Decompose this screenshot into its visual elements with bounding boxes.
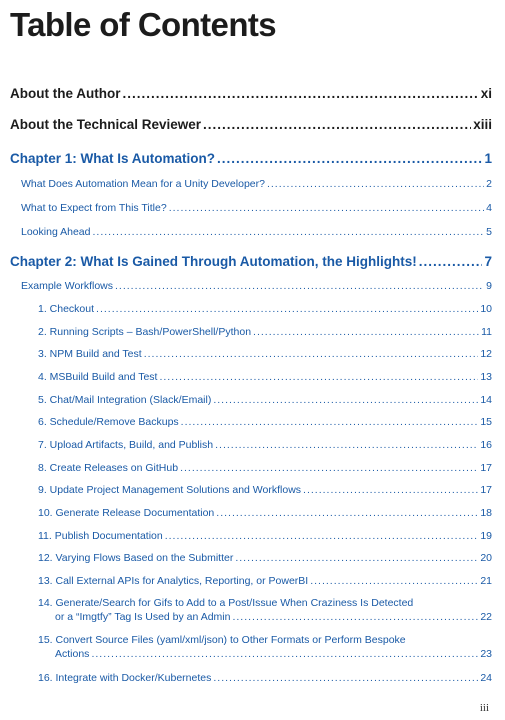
toc-subsection[interactable]	[38, 507, 492, 519]
dot-leader	[181, 416, 479, 428]
toc-page-number: 21	[480, 575, 492, 587]
toc-page-number: 4	[486, 202, 492, 214]
toc-entry-label: 14. Generate/Search for Gifs to Add to a Post/Issue When Craziness Is Detected	[38, 597, 414, 609]
toc-page-number: 17	[480, 462, 492, 474]
toc-entry-label: 12. Varying Flows Based on the Submitter	[38, 552, 234, 564]
toc-page-number: 2	[486, 178, 492, 190]
toc-section[interactable]	[21, 202, 492, 214]
toc-page-number: 24	[480, 672, 492, 684]
toc-entry-label: About the Technical Reviewer	[10, 117, 202, 132]
page-title: Table of Contents	[10, 6, 277, 43]
dot-leader	[180, 462, 478, 474]
toc-subsection[interactable]	[38, 552, 492, 564]
toc-page-number: 7	[484, 254, 492, 269]
toc-subsection[interactable]	[38, 672, 492, 684]
toc-page-number: 14	[480, 394, 492, 406]
toc-entry-label: 4. MSBuild Build and Test	[38, 371, 158, 383]
toc-entry-label: 7. Upload Artifacts, Build, and Publish	[38, 439, 214, 451]
toc-entry-label: Looking Ahead	[21, 226, 91, 238]
toc-subsection[interactable]	[38, 416, 492, 428]
toc-page-number: 11	[481, 326, 492, 338]
toc-entry-label: Chapter 1: What Is Automation?	[10, 151, 215, 166]
toc-page-number: 22	[480, 611, 492, 623]
toc-entry-about-reviewer[interactable]	[10, 117, 492, 132]
dot-leader	[159, 371, 478, 383]
dot-leader	[169, 202, 484, 214]
toc-page-number: xi	[480, 86, 492, 101]
dot-leader	[91, 648, 478, 660]
toc-section[interactable]	[21, 178, 492, 190]
toc-section[interactable]	[21, 280, 492, 292]
toc-page-number: 10	[480, 303, 492, 315]
toc-entry-label: 11. Publish Documentation	[38, 530, 163, 542]
toc-entry-label: 13. Call External APIs for Analytics, Reporting, or PowerBI	[38, 575, 309, 587]
toc-entry-label: About the Author	[10, 86, 121, 101]
toc-subsection[interactable]	[38, 530, 492, 542]
toc-entry-label: 1. Checkout	[38, 303, 95, 315]
toc-entry-label: What to Expect from This Title?	[21, 202, 167, 214]
dot-leader	[310, 575, 478, 587]
toc-subsection[interactable]	[38, 462, 492, 474]
dot-leader	[303, 484, 478, 496]
dot-leader	[122, 86, 478, 101]
toc-page-number: 15	[480, 416, 492, 428]
dot-leader	[235, 552, 478, 564]
toc-subsection-multiline[interactable]	[38, 597, 492, 623]
toc-entry-label: 6. Schedule/Remove Backups	[38, 416, 179, 428]
toc-entry-label-continued: or a “Imgtfy” Tag Is Used by an Admin	[55, 611, 231, 623]
toc-page-number: 1	[484, 151, 492, 166]
toc-subsection-multiline[interactable]	[38, 634, 492, 660]
dot-leader	[213, 394, 478, 406]
dot-leader	[96, 303, 478, 315]
toc-entry-label: Example Workflows	[21, 280, 113, 292]
toc-page-number: xiii	[473, 117, 492, 132]
dot-leader	[203, 117, 471, 132]
toc-entry-label: 3. NPM Build and Test	[38, 348, 142, 360]
toc-page-number: 12	[480, 348, 492, 360]
toc-subsection[interactable]	[38, 371, 492, 383]
toc-page-number: 23	[480, 648, 492, 660]
toc-subsection[interactable]	[38, 439, 492, 451]
dot-leader	[232, 611, 478, 623]
dot-leader	[419, 254, 483, 269]
toc-entry-label: 10. Generate Release Documentation	[38, 507, 215, 519]
toc-subsection[interactable]	[38, 326, 492, 338]
dot-leader	[144, 348, 479, 360]
toc-entry-label: 9. Update Project Management Solutions and Workflows	[38, 484, 302, 496]
toc-page-number: 17	[480, 484, 492, 496]
dot-leader	[216, 507, 478, 519]
toc-subsection[interactable]	[38, 575, 492, 587]
toc-entry-label: 8. Create Releases on GitHub	[38, 462, 179, 474]
toc-page-number: 5	[486, 226, 492, 238]
toc-entry-label: Chapter 2: What Is Gained Through Automation, the Highlights!	[10, 254, 417, 269]
toc-entry-about-author[interactable]	[10, 86, 492, 101]
toc-entry-label: 15. Convert Source Files (yaml/xml/json) to Other Formats or Perform Bespoke	[38, 634, 406, 646]
toc-page-number: 13	[480, 371, 492, 383]
toc-page-number: 20	[480, 552, 492, 564]
toc-section[interactable]	[21, 226, 492, 238]
dot-leader	[217, 151, 482, 166]
toc-page-number: 18	[480, 507, 492, 519]
dot-leader	[92, 226, 484, 238]
toc-entry-label: 16. Integrate with Docker/Kubernetes	[38, 672, 212, 684]
toc-subsection[interactable]	[38, 484, 492, 496]
toc-chapter-1[interactable]	[10, 151, 492, 166]
dot-leader	[165, 530, 479, 542]
dot-leader	[115, 280, 484, 292]
toc-entry-label: What Does Automation Mean for a Unity Developer?	[21, 178, 265, 190]
toc-page-number: 9	[486, 280, 492, 292]
toc-subsection[interactable]	[38, 348, 492, 360]
dot-leader	[215, 439, 478, 451]
dot-leader	[267, 178, 484, 190]
toc-entry-label-continued: Actions	[55, 648, 90, 660]
dot-leader	[213, 672, 478, 684]
page-folio: iii	[479, 702, 489, 714]
toc-subsection[interactable]	[38, 303, 492, 315]
toc-page-number: 19	[480, 530, 492, 542]
toc-subsection[interactable]	[38, 394, 492, 406]
toc-entry-label: 2. Running Scripts – Bash/PowerShell/Python	[38, 326, 252, 338]
toc-chapter-2[interactable]	[10, 254, 492, 269]
toc-entry-label: 5. Chat/Mail Integration (Slack/Email)	[38, 394, 212, 406]
dot-leader	[253, 326, 479, 338]
toc-page-number: 16	[480, 439, 492, 451]
